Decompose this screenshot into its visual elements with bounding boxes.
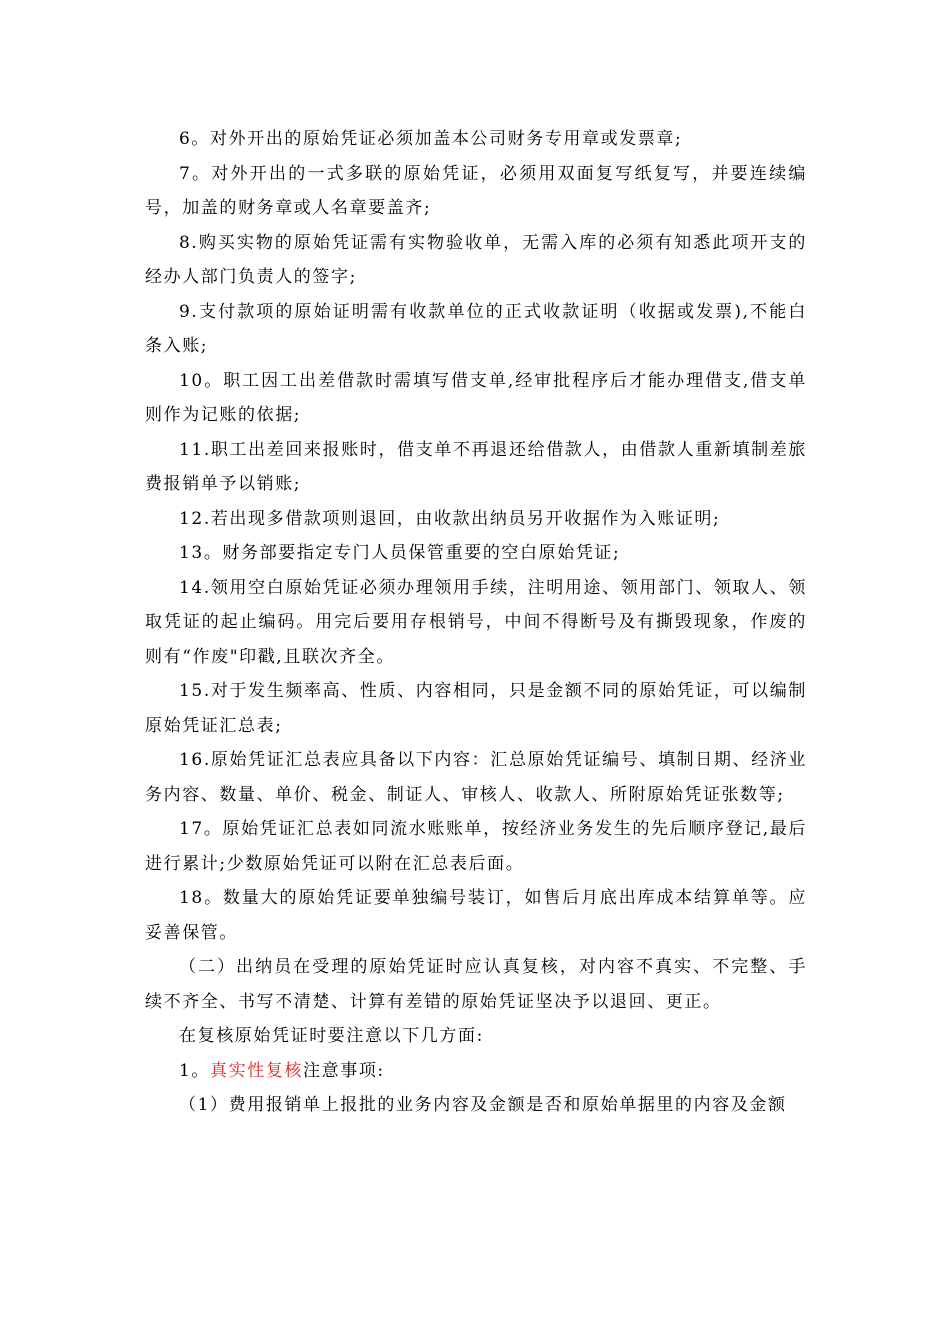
paragraph-review-intro: 在复核原始凭证时要注意以下几方面: [179,1026,484,1046]
paragraph-item-8: 8.购买实物的原始凭证需有实物验收单，无需入库的必须有知悉此项开支的经办人部门负责人的签字; [145,232,807,287]
paragraph-item-9: 9.支付款项的原始证明需有收款单位的正式收款证明（收据或发票),不能白条入账; [145,301,807,356]
paragraph-item-16: 16.原始凭证汇总表应具备以下内容：汇总原始凭证编号、填制日期、经济业务内容、数量、单价、税金、制证人、审核人、收款人、所附原始凭证张数等; [145,750,807,805]
paragraph-item-12: 12.若出现多借款项则退回，由收款出纳员另开收据作为入账证明; [179,508,721,529]
highlighted-term: 真实性复核 [210,1060,304,1081]
document-page [145,122,807,1123]
paragraph-item-14: 14.领用空白原始凭证必须办理领用手续，注明用途、领用部门、领取人、领取凭证的起止编码。用完后要用存根销号，中间不得断号及有撕毁现象，作废的则有“作废"印戳,且联次齐全。 [145,577,807,667]
paragraph-item-18: 18。数量大的原始凭证要单独编号装订，如售后月底出库成本结算单等。应妥善保管。 [145,888,807,943]
paragraph-item-17: 17。原始凭证汇总表如同流水账账单，按经济业务发生的先后顺序登记,最后进行累计;少数原始凭证可以附在汇总表后面。 [145,819,807,874]
item-suffix: 注意事项: [303,1060,385,1081]
paragraph-item-7: 7。对外开出的一式多联的原始凭证，必须用双面复写纸复写，并要连续编号，加盖的财务章或人名章要盖齐; [145,163,807,218]
item-number: 1。 [179,1060,211,1081]
paragraph-item-10: 10。职工因工出差借款时需填写借支单,经审批程序后才能办理借支,借支单则作为记账的依据; [145,370,807,425]
paragraph-item-15: 15.对于发生频率高、性质、内容相同，只是金额不同的原始凭证，可以编制原始凭证汇总表; [145,681,807,736]
paragraph-subitem-1: （1）费用报销单上报批的业务内容及金额是否和原始单据里的内容及金额 [179,1095,787,1115]
paragraph-item-13: 13。财务部要指定专门人员保管重要的空白原始凭证; [179,543,621,563]
paragraph-section-2: （二）出纳员在受理的原始凭证时应认真复核，对内容不真实、不完整、手续不齐全、书写不清楚、计算有差错的原始凭证坚决予以退回、更正。 [145,957,807,1012]
paragraph-item-6: 6。对外开出的原始凭证必须加盖本公司财务专用章或发票章; [179,129,683,149]
paragraph-authenticity-heading [145,1054,807,1089]
paragraph-item-11: 11.职工出差回来报账时，借支单不再退还给借款人，由借款人重新填制差旅费报销单予以销账; [145,439,807,494]
